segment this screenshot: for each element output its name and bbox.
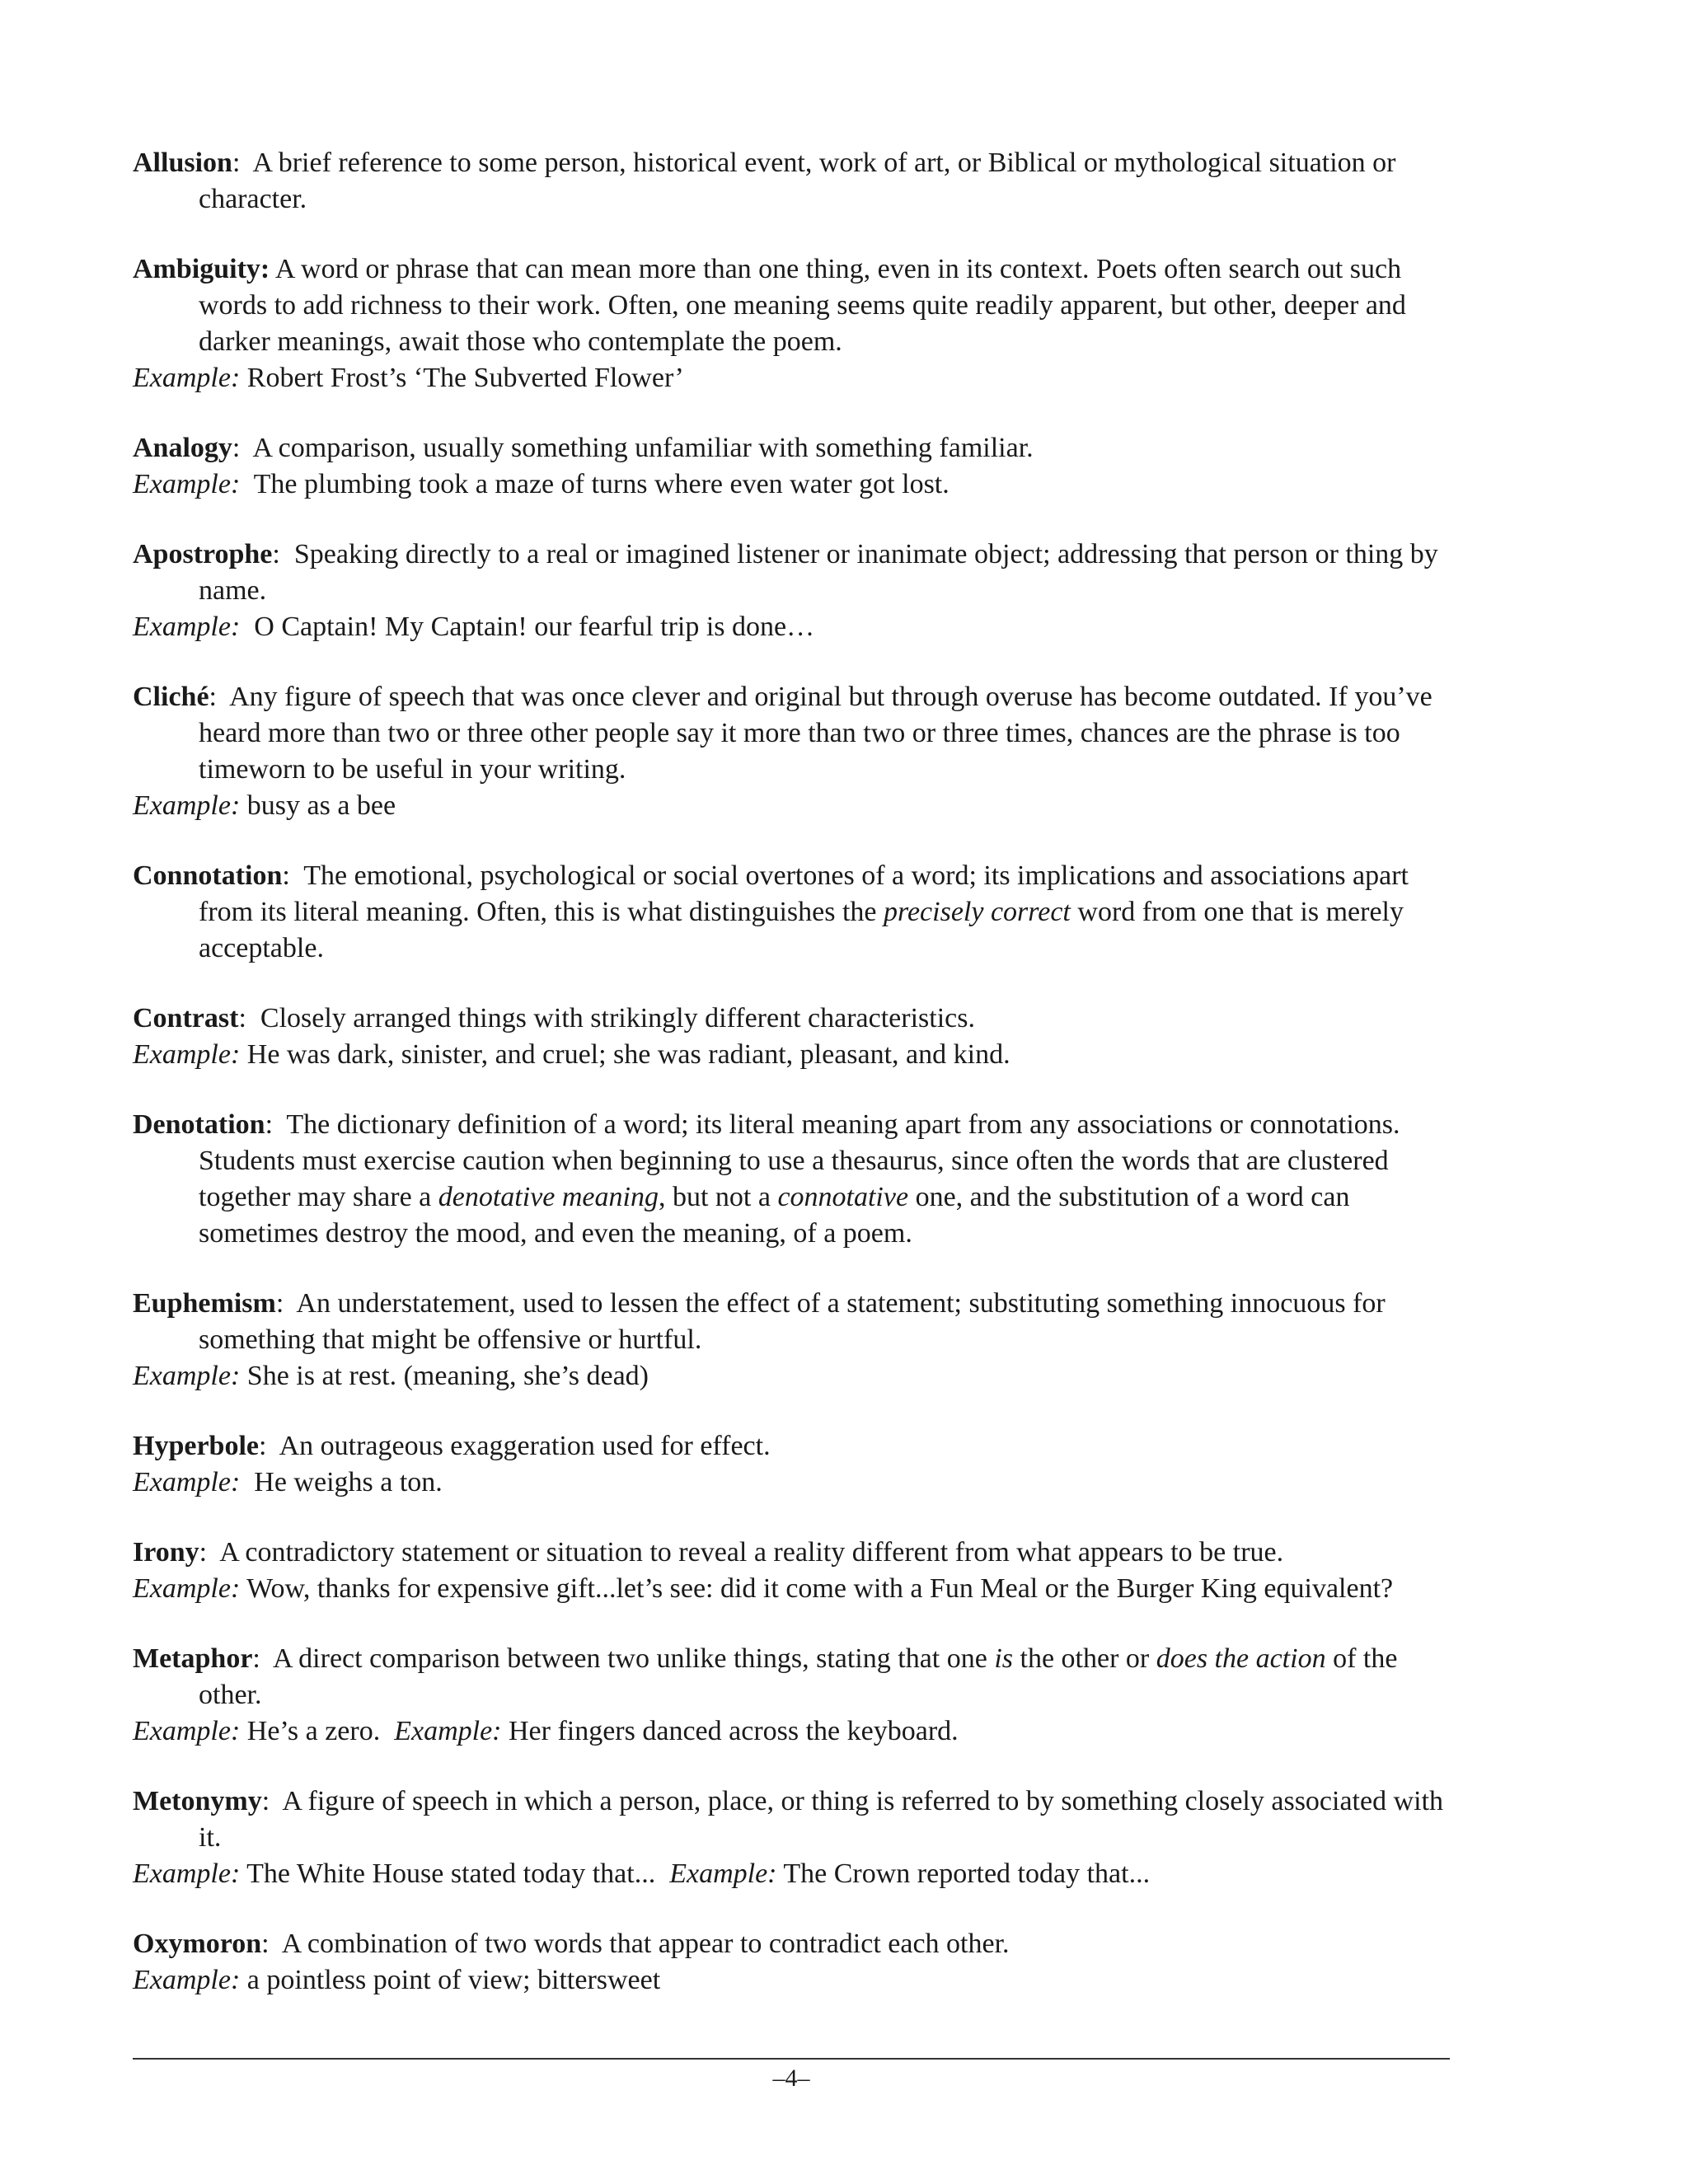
definition-line [133, 1926, 1450, 1962]
emphasized-text: does the action [1156, 1643, 1326, 1674]
glossary-entries [133, 145, 1450, 2032]
glossary-term: Oxymoron [133, 1929, 262, 1959]
glossary-term: Allusion [133, 148, 232, 178]
example-text: The White House stated today that... [240, 1858, 670, 1889]
example-text: The Crown reported today that... [776, 1858, 1151, 1889]
example-text: Wow, thanks for expensive gift...let’s see: did it come with a Fun Meal or the Burger King equivalent? [240, 1573, 1394, 1604]
glossary-term: Contrast [133, 1003, 239, 1033]
glossary-entry [133, 537, 1450, 645]
example-label: Example: [133, 790, 241, 821]
term-separator: : [232, 148, 253, 178]
example-label: Example: [133, 1858, 241, 1889]
definition-text: Closely arranged things with strikingly different characteristics. [260, 1003, 975, 1033]
emphasized-text: denotative meaning [438, 1182, 659, 1212]
definition-line [133, 537, 1450, 609]
term-separator: : [265, 1109, 287, 1140]
example-text: He was dark, sinister, and cruel; she was radiant, pleasant, and kind. [240, 1039, 1010, 1070]
example-label: Example: [133, 1467, 241, 1497]
definition-line [133, 1428, 1450, 1465]
glossary-term: Metonymy [133, 1786, 262, 1816]
example-label: Example: [133, 363, 241, 393]
glossary-entry [133, 430, 1450, 503]
example-text: He weighs a ton. [240, 1467, 443, 1497]
example-label: Example: [669, 1858, 777, 1889]
example-text: He’s a zero. [240, 1716, 395, 1746]
definition-text: A brief reference to some person, historical event, work of art, or Biblical or mythological situation or character. [199, 148, 1396, 214]
example-line [133, 1358, 1450, 1394]
definition-text: The dictionary definition of a word; its literal meaning apart from any associations or connotations. Students must exercise caution when beginning to use a thesaurus, since often the words that are clustered together may share a [199, 1109, 1400, 1212]
example-text: a pointless point of view; bittersweet [240, 1965, 661, 1995]
example-line [133, 609, 1450, 645]
glossary-term: Euphemism [133, 1288, 276, 1319]
emphasized-text: is [994, 1643, 1014, 1674]
term-separator: : [209, 682, 230, 712]
definition-text: the other or [1013, 1643, 1156, 1674]
definition-line [133, 145, 1450, 218]
definition-text: The emotional, psychological or social overtones of a word; its implications and associations apart from its literal meaning. Often, this is what distinguishes the [199, 860, 1409, 927]
definition-line [133, 1107, 1450, 1252]
glossary-entry [133, 1428, 1450, 1501]
definition-text: A contradictory statement or situation to reveal a reality different from what appears to be true. [219, 1537, 1284, 1568]
term-separator: : [261, 1786, 283, 1816]
term-separator: : [282, 860, 304, 891]
example-line [133, 1856, 1450, 1892]
glossary-term: Denotation [133, 1109, 265, 1140]
example-text: Her fingers danced across the keyboard. [501, 1716, 959, 1746]
glossary-entry [133, 145, 1450, 218]
definition-text: A word or phrase that can mean more than one thing, even in its context. Poets often search out such words to add richness to their work. Often, one meaning seems quite readily apparent, but other, deeper and darker meanings, await those who contemplate the poem. [199, 254, 1406, 357]
example-line [133, 788, 1450, 824]
definition-line [133, 1535, 1450, 1571]
glossary-entry [133, 1926, 1450, 1999]
example-label: Example: [133, 1573, 241, 1604]
glossary-entry [133, 1535, 1450, 1607]
definition-text: word from one that is merely acceptable. [199, 897, 1404, 963]
glossary-term: Apostrophe [133, 539, 273, 569]
example-line [133, 466, 1450, 503]
definition-text: A direct comparison between two unlike things, stating that one [273, 1643, 995, 1674]
example-line [133, 1465, 1450, 1501]
glossary-term: Hyperbole [133, 1431, 259, 1461]
example-line [133, 1571, 1450, 1607]
definition-text: A comparison, usually something unfamiliar with something familiar. [252, 433, 1034, 463]
definition-text: Speaking directly to a real or imagined listener or inanimate object; addressing that person or thing by name. [199, 539, 1438, 606]
glossary-entry [133, 1286, 1450, 1394]
term-separator: : [261, 1929, 282, 1959]
definition-text: Any figure of speech that was once clever and original but through overuse has become outdated. If you’ve heard more than two or three other people say it more than two or three times, chances are the phrase is too timeworn to be useful in your writing. [199, 682, 1432, 785]
glossary-entry [133, 251, 1450, 396]
definition-text: A combination of two words that appear to contradict each other. [281, 1929, 1010, 1959]
example-label: Example: [133, 1716, 241, 1746]
example-label: Example: [133, 612, 241, 642]
definition-text: A figure of speech in which a person, place, or thing is referred to by something closely associated with it. [199, 1786, 1444, 1853]
example-label: Example: [133, 1039, 241, 1070]
definition-line [133, 679, 1450, 788]
term-separator: : [272, 539, 294, 569]
definition-text: An outrageous exaggeration used for effect. [279, 1431, 771, 1461]
term-separator: : [252, 1643, 273, 1674]
definition-line [133, 1783, 1450, 1856]
definition-text: An understatement, used to lessen the effect of a statement; substituting something innocuous for something that might be offensive or hurtful. [199, 1288, 1386, 1355]
definition-line [133, 251, 1450, 360]
example-line [133, 1962, 1450, 1999]
term-separator [270, 254, 275, 284]
emphasized-text: precisely correct [884, 897, 1071, 927]
term-separator: : [258, 1431, 279, 1461]
page-number: –4– [772, 2064, 810, 2092]
glossary-term: Ambiguity: [133, 254, 270, 284]
term-separator: : [275, 1288, 297, 1319]
footer-rule [133, 2058, 1450, 2060]
glossary-entry [133, 1107, 1450, 1252]
example-label: Example: [394, 1716, 502, 1746]
glossary-term: Irony [133, 1537, 199, 1568]
term-separator: : [238, 1003, 260, 1033]
example-text: The plumbing took a maze of turns where even water got lost. [240, 469, 950, 499]
example-text: She is at rest. (meaning, she’s dead) [240, 1361, 649, 1391]
example-line [133, 360, 1450, 396]
definition-line [133, 430, 1450, 466]
glossary-term: Metaphor [133, 1643, 253, 1674]
example-line [133, 1037, 1450, 1073]
example-text: Robert Frost’s ‘The Subverted Flower’ [240, 363, 684, 393]
definition-text: , but not a [658, 1182, 778, 1212]
example-label: Example: [133, 1965, 241, 1995]
glossary-entry [133, 858, 1450, 967]
glossary-entry [133, 1001, 1450, 1073]
glossary-term: Cliché [133, 682, 209, 712]
emphasized-text: connotative [777, 1182, 909, 1212]
definition-line [133, 1641, 1450, 1713]
definition-text: one, and the substitution of a word can sometimes destroy the mood, and even the meaning, of a poem. [199, 1182, 1350, 1249]
example-label: Example: [133, 469, 241, 499]
glossary-term: Connotation [133, 860, 283, 891]
glossary-entry [133, 1641, 1450, 1750]
glossary-term: Analogy [133, 433, 232, 463]
example-text: busy as a bee [240, 790, 396, 821]
definition-line [133, 1001, 1450, 1037]
definition-line [133, 1286, 1450, 1358]
glossary-entry [133, 679, 1450, 824]
glossary-entry [133, 1783, 1450, 1892]
example-label: Example: [133, 1361, 241, 1391]
term-separator: : [232, 433, 253, 463]
term-separator: : [199, 1537, 220, 1568]
example-line [133, 1713, 1450, 1750]
definition-line [133, 858, 1450, 967]
definition-text: of the other. [199, 1643, 1398, 1710]
example-text: O Captain! My Captain! our fearful trip is done… [240, 612, 815, 642]
